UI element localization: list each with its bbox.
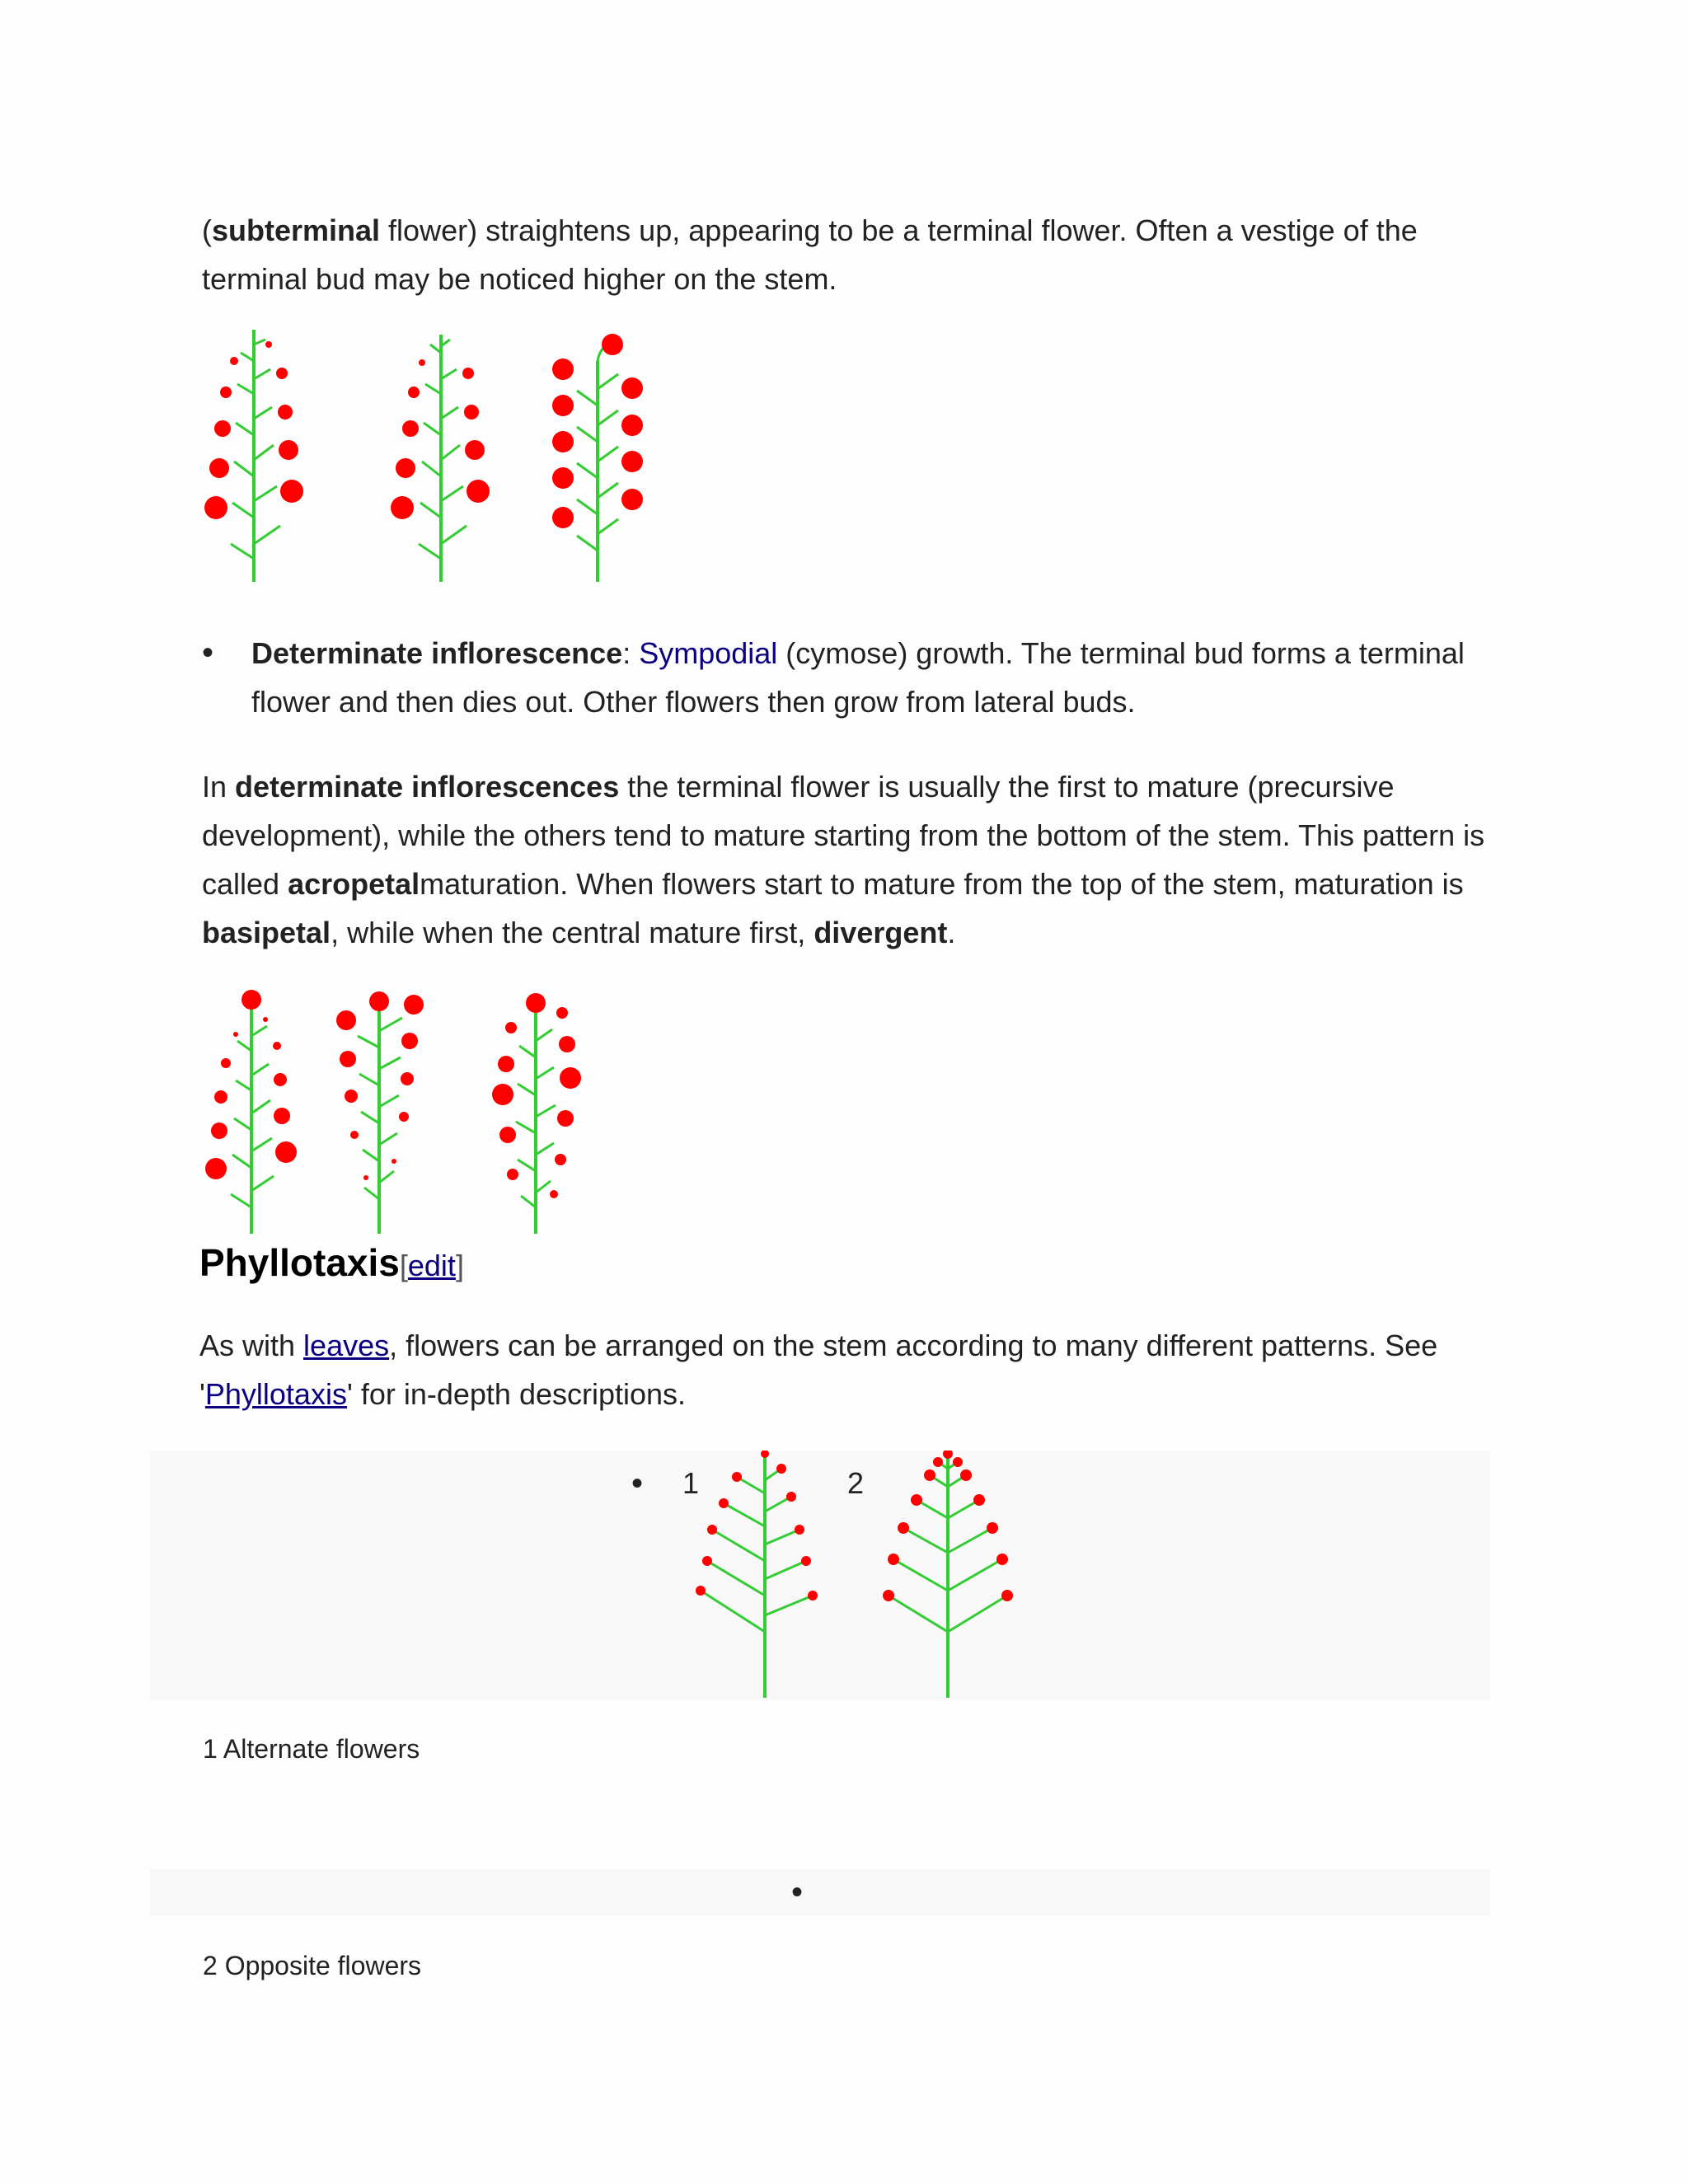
inflorescence-illustration-2: [391, 335, 490, 582]
leaves-link[interactable]: leaves: [303, 1329, 390, 1362]
paragraph-text: the terminal flower is usually the first to mature (precursive development), while the others tend to mature starting from the bottom of the stem. This pattern is called: [202, 770, 1485, 901]
intro-text: (: [202, 213, 212, 247]
paragraph-text: maturation. When flowers start to mature from the top of the stem, maturation is: [420, 867, 1464, 901]
inflorescence-illustration-basipetal: [336, 991, 424, 1234]
gallery-number-2: 2: [847, 1466, 865, 1500]
phyllotaxis-figure: [694, 1451, 1040, 1699]
bold-term: divergent: [814, 916, 948, 949]
bullet-text: [251, 629, 1504, 726]
determinate-inflorescence-figure: [198, 985, 593, 1236]
gallery-number-1: 1: [682, 1466, 700, 1500]
phyllotaxis-link[interactable]: Phyllotaxis: [204, 1377, 347, 1411]
opposite-flowers-illustration: [883, 1451, 1013, 1698]
paragraph-text: In: [202, 770, 236, 804]
indeterminate-inflorescence-figure: [198, 328, 684, 585]
section-heading: [199, 1238, 464, 1291]
alternate-flowers-illustration: [696, 1451, 818, 1698]
caption-alternate-flowers: 1 Alternate flowers: [203, 1734, 420, 1764]
paragraph-text: .: [947, 916, 956, 949]
section-title: Phyllotaxis: [199, 1241, 400, 1284]
edit-section: [400, 1249, 464, 1282]
gallery-row: [150, 1869, 1490, 1915]
phyllotaxis-paragraph: [199, 1321, 1502, 1418]
determinate-inflorescence-term: Determinate inflorescence: [251, 636, 623, 670]
determinate-paragraph: [202, 762, 1504, 957]
edit-link[interactable]: edit: [407, 1249, 456, 1282]
bullet-dot-icon: •: [631, 1465, 644, 1502]
gallery-row: [150, 1451, 1490, 1699]
paragraph-text: ' for in-depth descriptions.: [346, 1377, 687, 1411]
bullet-description: (cymose) growth. The terminal bud forms a terminal flower and then dies out. Other flowers then grow from lateral buds.: [251, 636, 1465, 719]
bold-term: acropetal: [288, 867, 420, 901]
bold-term: basipetal: [202, 916, 331, 949]
colon-text: :: [622, 636, 640, 670]
inflorescence-illustration-acropetal: [205, 990, 297, 1234]
subterminal-term: subterminal: [212, 213, 381, 247]
paragraph-text: , flowers can be arranged on the stem according to many different patterns. See ': [199, 1329, 1438, 1411]
bracket-close: ]: [455, 1249, 464, 1282]
caption-opposite-flowers: 2 Opposite flowers: [203, 1951, 422, 1980]
bullet-dot-icon: •: [202, 635, 214, 671]
inflorescence-illustration-3: [552, 334, 643, 582]
inflorescence-illustration-1: [204, 330, 303, 582]
inflorescence-illustration-divergent: [492, 993, 581, 1234]
bracket-open: [: [399, 1249, 408, 1282]
intro-text: flower) straightens up, appearing to be a terminal flower. Often a vestige of the terminal bud may be noticed higher on the stem.: [202, 213, 1418, 296]
paragraph-text: , while when the central mature first,: [331, 916, 814, 949]
bold-term: determinate inflorescences: [235, 770, 620, 804]
intro-paragraph: [202, 206, 1504, 303]
bullet-dot-icon: •: [791, 1874, 804, 1910]
paragraph-text: As with: [199, 1329, 304, 1362]
sympodial-link[interactable]: Sympodial: [639, 636, 778, 670]
